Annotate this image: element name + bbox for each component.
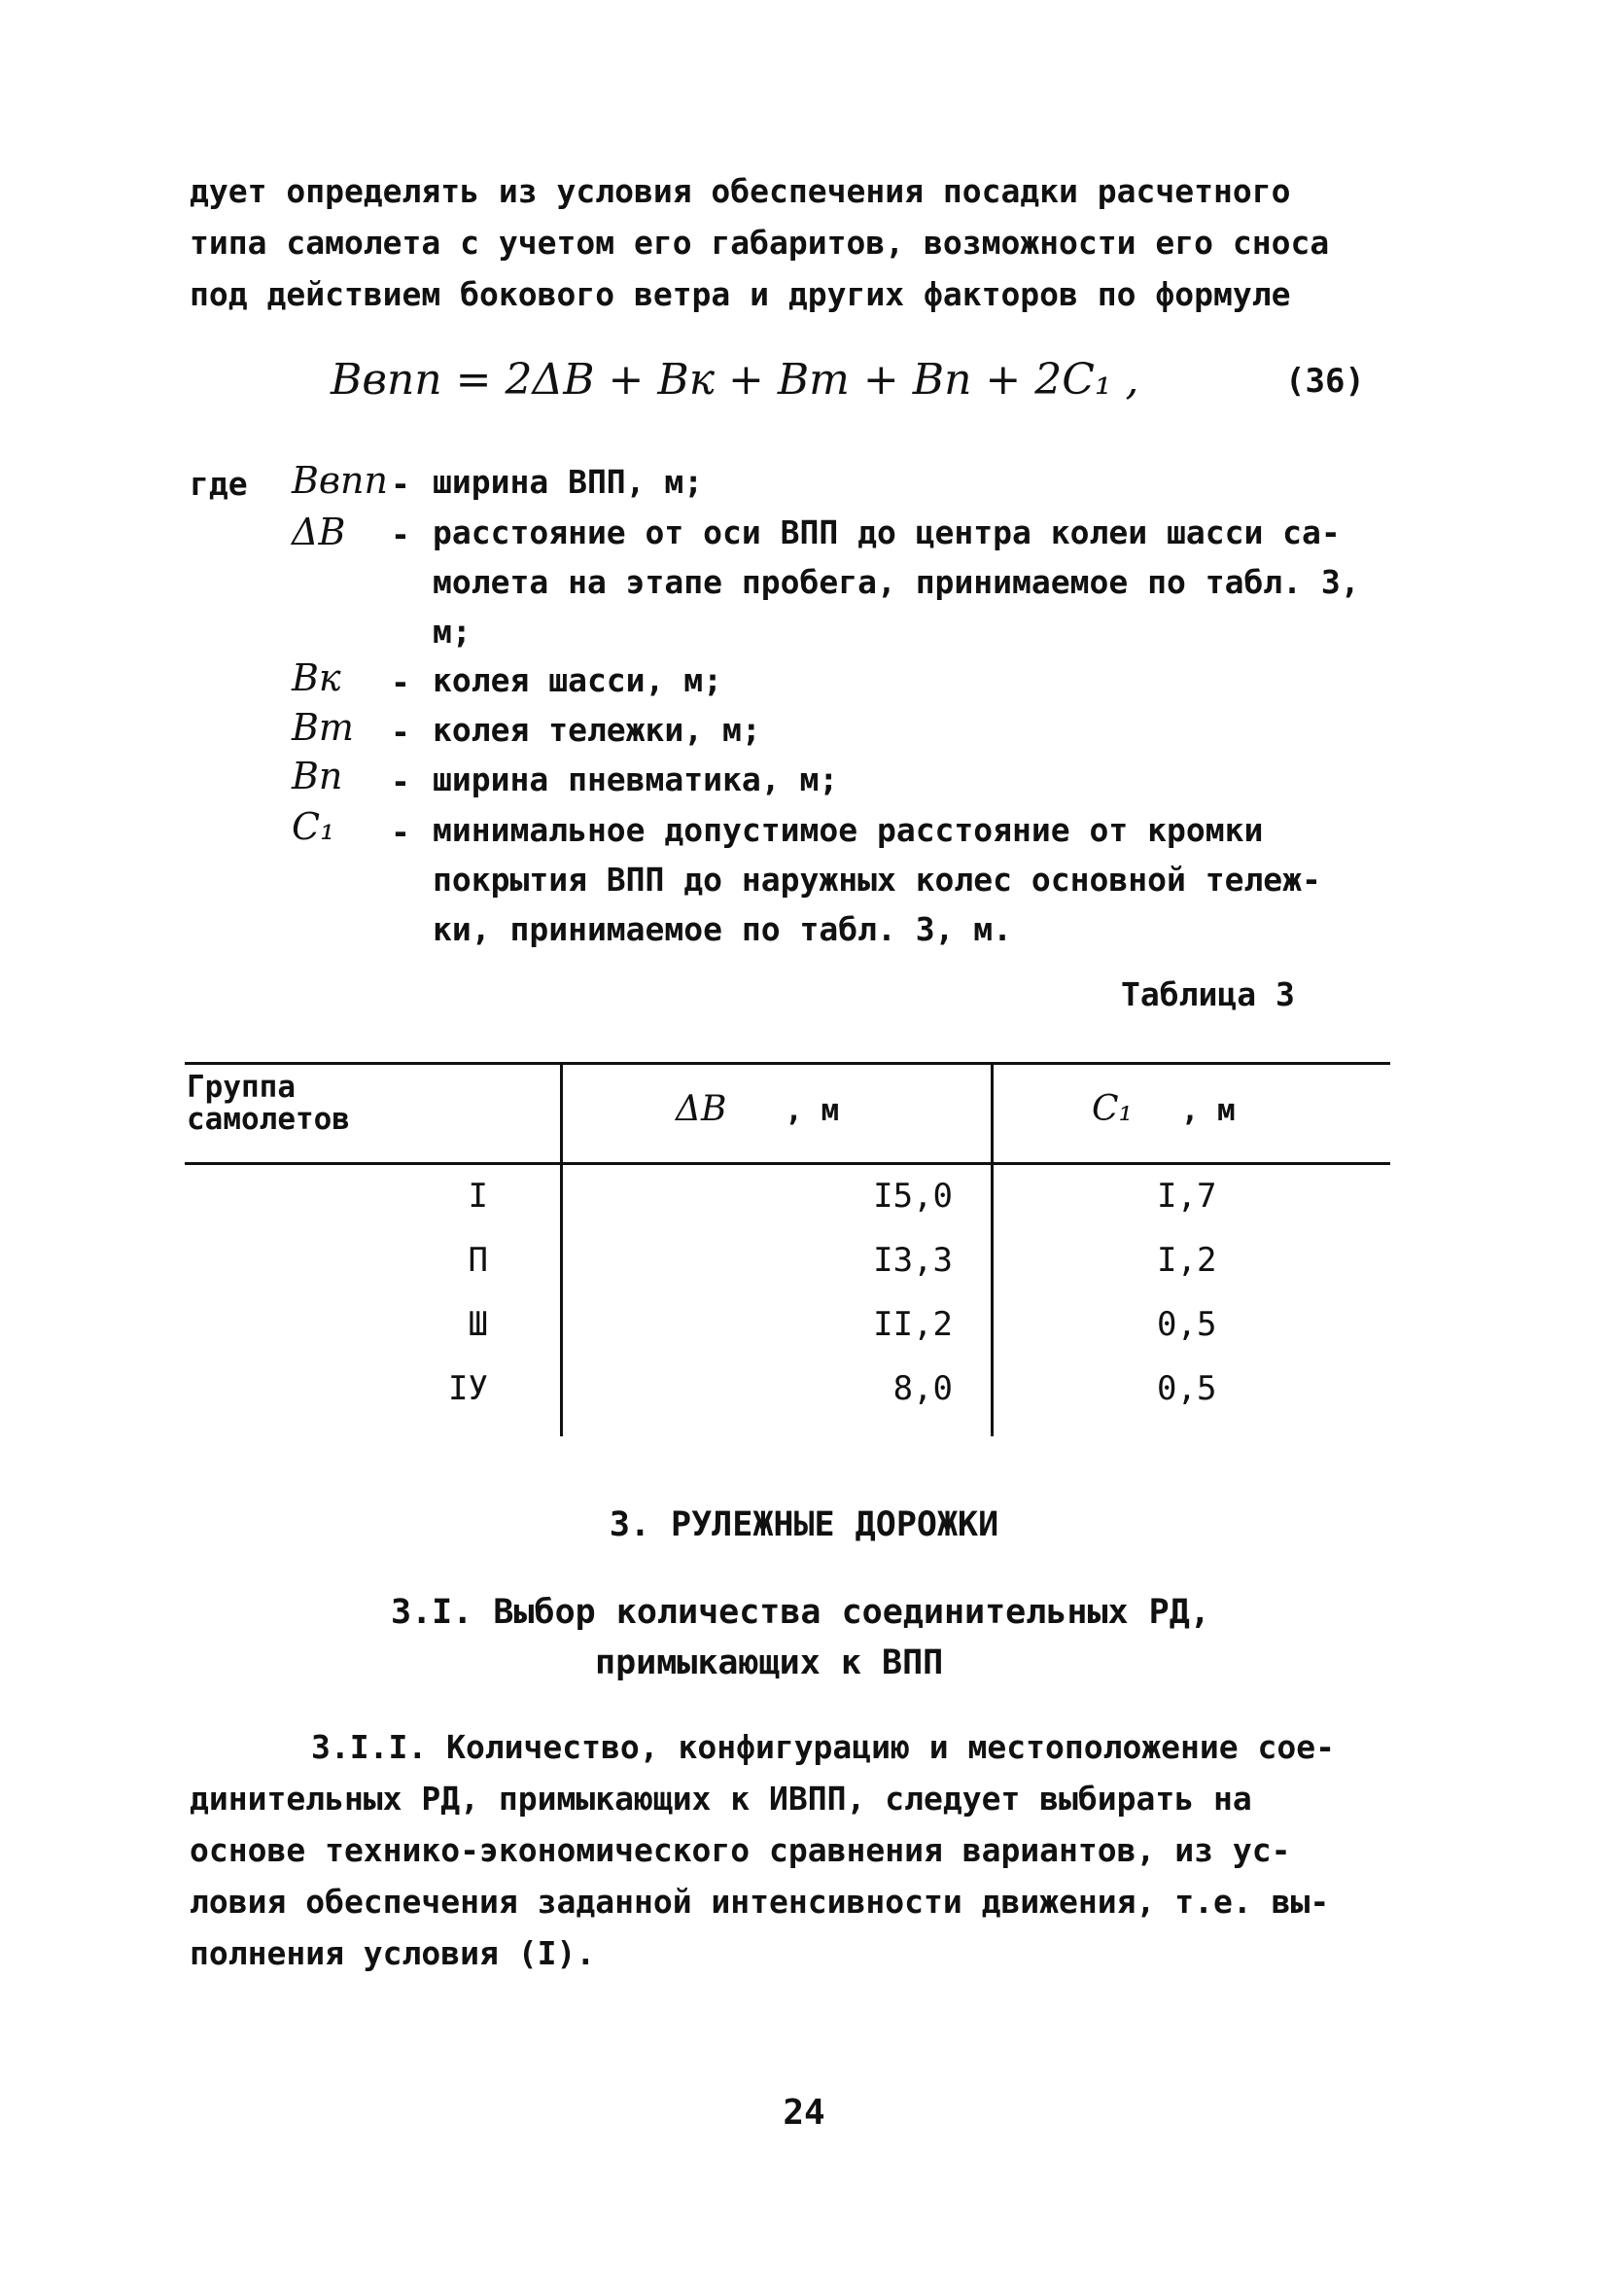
legend-symbol: Bк (292, 656, 341, 699)
definition-line: колея шасси, м; (433, 661, 723, 699)
legend-definition (433, 705, 761, 755)
intro-paragraph (190, 165, 1329, 320)
section-heading: 3. РУЛЕЖНЫЕ ДОРОЖКИ (609, 1505, 999, 1544)
cell-group: I (468, 1177, 488, 1216)
header-group (187, 1072, 350, 1136)
cell-c1: I,7 (1157, 1177, 1217, 1216)
header-c1 (1092, 1089, 1236, 1129)
legend-symbol: ΔB (292, 511, 346, 553)
definition-line: колея тележки, м; (433, 711, 761, 749)
header-group-line: Группа (187, 1070, 296, 1105)
cell-delta-b: 8,0 (892, 1369, 953, 1408)
legend-dash: - (391, 465, 410, 503)
header-delta-b (676, 1089, 839, 1129)
text-line: под действием бокового ветра и других факторов по формуле (190, 275, 1291, 313)
header-symbol: ΔB (676, 1089, 727, 1129)
text-line: 3.I.I. Количество, конфигурацию и местоположение сое- (311, 1728, 1335, 1766)
definition-line: ки, принимаемое по табл. 3, м. (433, 910, 1013, 948)
table-top-rule (185, 1062, 1390, 1065)
legend-definition (433, 655, 722, 705)
legend-definition (433, 508, 1360, 656)
page-number: 24 (783, 2093, 825, 2133)
header-unit: , м (1180, 1093, 1236, 1128)
cell-delta-b: I3,3 (873, 1241, 953, 1280)
formula: Bвпп = 2ΔB + Bк + Bт + Bп + 2C₁ , (331, 355, 1139, 405)
formula-number: (36) (1285, 362, 1365, 401)
definition-line: молета на этапе пробега, принимаемое по табл. 3, (433, 563, 1360, 601)
cell-group: П (468, 1241, 488, 1280)
table-header-rule (185, 1162, 1390, 1165)
subsection-heading-line: примыкающих к ВПП (595, 1643, 944, 1682)
text-line: дует определять из условия обеспечения посадки расчетного (190, 172, 1291, 210)
definition-line: м; (433, 613, 472, 651)
header-unit: , м (785, 1093, 840, 1128)
text-line: полнения условия (I). (190, 1934, 596, 1972)
text-line: динительных РД, примыкающих к ИВПП, следует выбирать на (190, 1780, 1252, 1818)
cell-c1: 0,5 (1157, 1305, 1217, 1344)
definition-line: ширина ВПП, м; (433, 463, 704, 501)
legend-dash: - (391, 515, 410, 553)
legend-symbol: Bт (292, 706, 354, 749)
text-line: типа самолета с учетом его габаритов, возможности его сноса (190, 224, 1330, 262)
legend-symbol: C₁ (292, 805, 335, 848)
legend-dash: - (391, 762, 410, 800)
definition-line: расстояние от оси ВПП до центра колеи шасси са- (433, 513, 1341, 551)
legend-definition (433, 457, 703, 507)
where-label: где (190, 465, 248, 503)
legend-definition (433, 805, 1321, 954)
legend-symbol: Bвпп (292, 459, 388, 502)
definition-line: покрытия ВПП до наружных колес основной тележ- (433, 861, 1321, 899)
header-group-line: самолетов (187, 1102, 350, 1137)
text-line: основе технико-экономического сравнения вариантов, из ус- (190, 1831, 1291, 1869)
table-caption: Таблица 3 (1121, 975, 1295, 1013)
cell-c1: 0,5 (1157, 1369, 1217, 1408)
cell-delta-b: I5,0 (873, 1177, 953, 1216)
cell-delta-b: II,2 (873, 1305, 953, 1344)
cell-group: Ш (468, 1305, 488, 1344)
table-column-divider (560, 1062, 563, 1436)
body-paragraph (190, 1721, 1335, 1979)
definition-line: ширина пневматика, м; (433, 760, 839, 798)
legend-dash: - (391, 713, 410, 751)
legend-definition (433, 755, 838, 804)
legend-dash: - (391, 813, 410, 851)
data-table (185, 1062, 1390, 1436)
subsection-heading-line: 3.I. Выбор количества соединительных РД, (391, 1593, 1210, 1632)
text-line: ловия обеспечения заданной интенсивности движения, т.е. вы- (190, 1883, 1330, 1921)
table-column-divider (991, 1062, 994, 1436)
definition-line: минимальное допустимое расстояние от кромки (433, 811, 1264, 849)
legend-dash: - (391, 663, 410, 701)
legend-symbol: Bп (292, 755, 343, 797)
cell-c1: I,2 (1157, 1241, 1217, 1280)
header-symbol: C₁ (1092, 1089, 1133, 1129)
cell-group: IУ (448, 1369, 488, 1408)
